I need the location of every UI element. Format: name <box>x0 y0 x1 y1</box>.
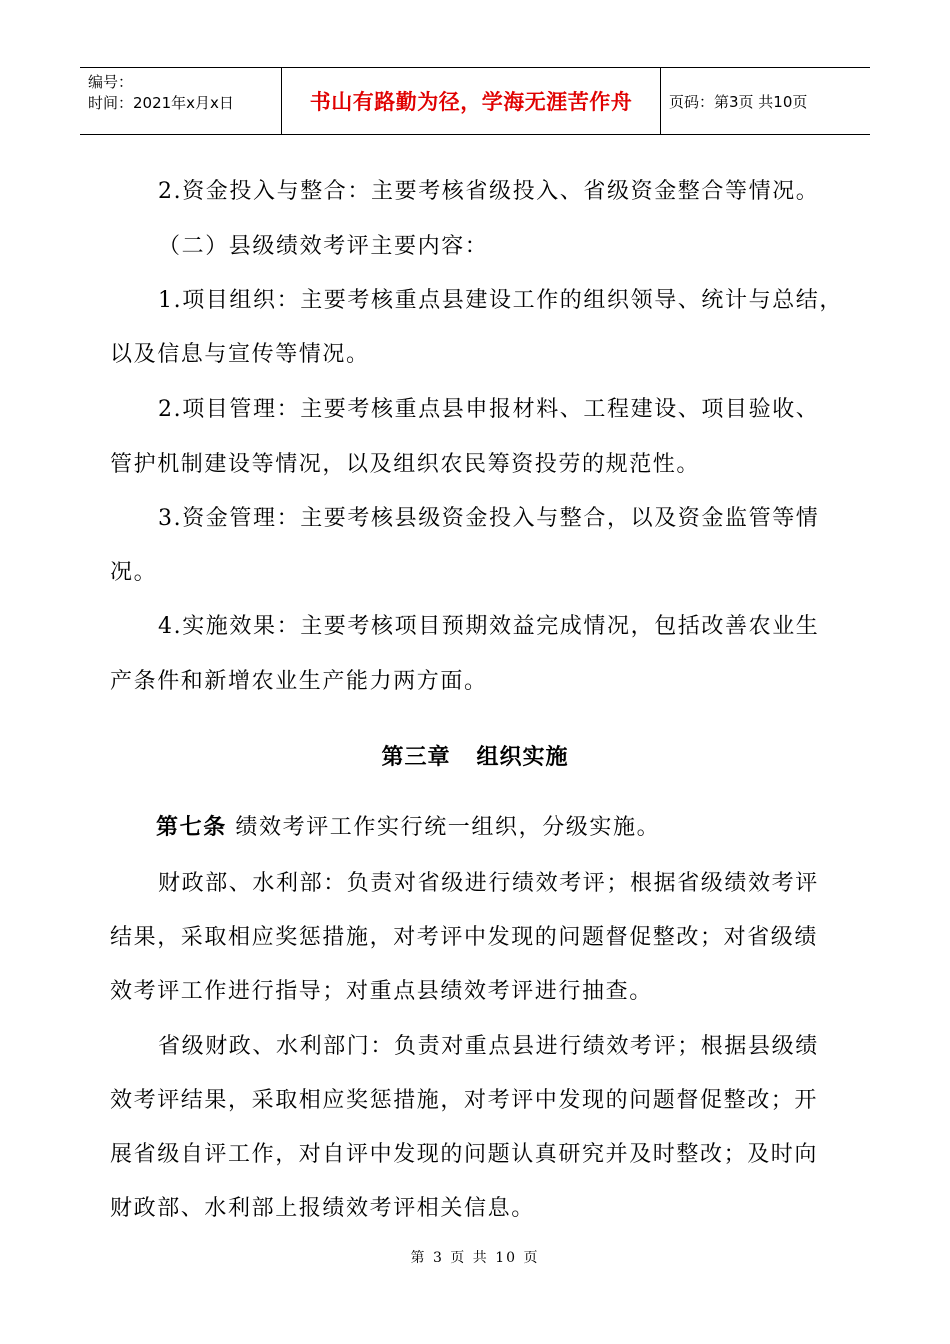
header-page-info: 页码：第3页 共10页 <box>669 92 808 111</box>
paragraph-line: 管护机制建设等情况，以及组织农民筹资投劳的规范性。 <box>110 452 701 477</box>
section-heading: （二）县级绩效考评主要内容： <box>158 234 489 259</box>
paragraph-line: 财政部、水利部：负责对省级进行绩效考评；根据省级绩效考评 <box>158 871 819 896</box>
chapter-title: 第三章 组织实施 <box>381 745 569 770</box>
paragraph-line: 产条件和新增农业生产能力两方面。 <box>110 669 488 694</box>
paragraph-line: 财政部、水利部上报绩效考评相关信息。 <box>110 1196 535 1221</box>
article-line <box>156 801 891 855</box>
page-footer: 第 3 页 共 10 页 <box>410 1250 540 1266</box>
header-number: 编号： <box>88 73 134 91</box>
paragraph-line: 3.资金管理：主要考核县级资金投入与整合，以及资金监管等情 <box>158 506 820 531</box>
paragraph-line: 结果，采取相应奖惩措施，对考评中发现的问题督促整改；对省级绩 <box>110 925 819 950</box>
paragraph-line: 1.项目组织：主要考核重点县建设工作的组织领导、统计与总结， <box>158 288 843 313</box>
paragraph-line: 况。 <box>110 560 158 585</box>
paragraph-line: 以及信息与宣传等情况。 <box>110 342 370 367</box>
header-date: 时间：2021年x月x日 <box>88 94 234 112</box>
paragraph-line: 效考评结果，采取相应奖惩措施，对考评中发现的问题督促整改；开 <box>110 1088 819 1113</box>
paragraph-line: 效考评工作进行指导；对重点县绩效考评进行抽查。 <box>110 979 653 1004</box>
paragraph: 2.资金投入与整合：主要考核省级投入、省级资金整合等情况。 <box>158 179 820 204</box>
header-motto: 书山有路勤为径，学海无涯苦作舟 <box>282 68 661 134</box>
header-meta <box>80 68 282 134</box>
paragraph-line: 2.项目管理：主要考核重点县申报材料、工程建设、项目验收、 <box>158 397 820 422</box>
article-text: 绩效考评工作实行统一组织，分级实施。 <box>226 815 661 840</box>
page-header <box>80 67 870 135</box>
paragraph-line: 4.实施效果：主要考核项目预期效益完成情况，包括改善农业生 <box>158 614 820 639</box>
paragraph-line: 省级财政、水利部门：负责对重点县进行绩效考评；根据县级绩 <box>158 1034 819 1059</box>
article-lead: 第七条 <box>156 815 227 840</box>
paragraph-line: 展省级自评工作，对自评中发现的问题认真研究并及时整改；及时向 <box>110 1142 819 1167</box>
